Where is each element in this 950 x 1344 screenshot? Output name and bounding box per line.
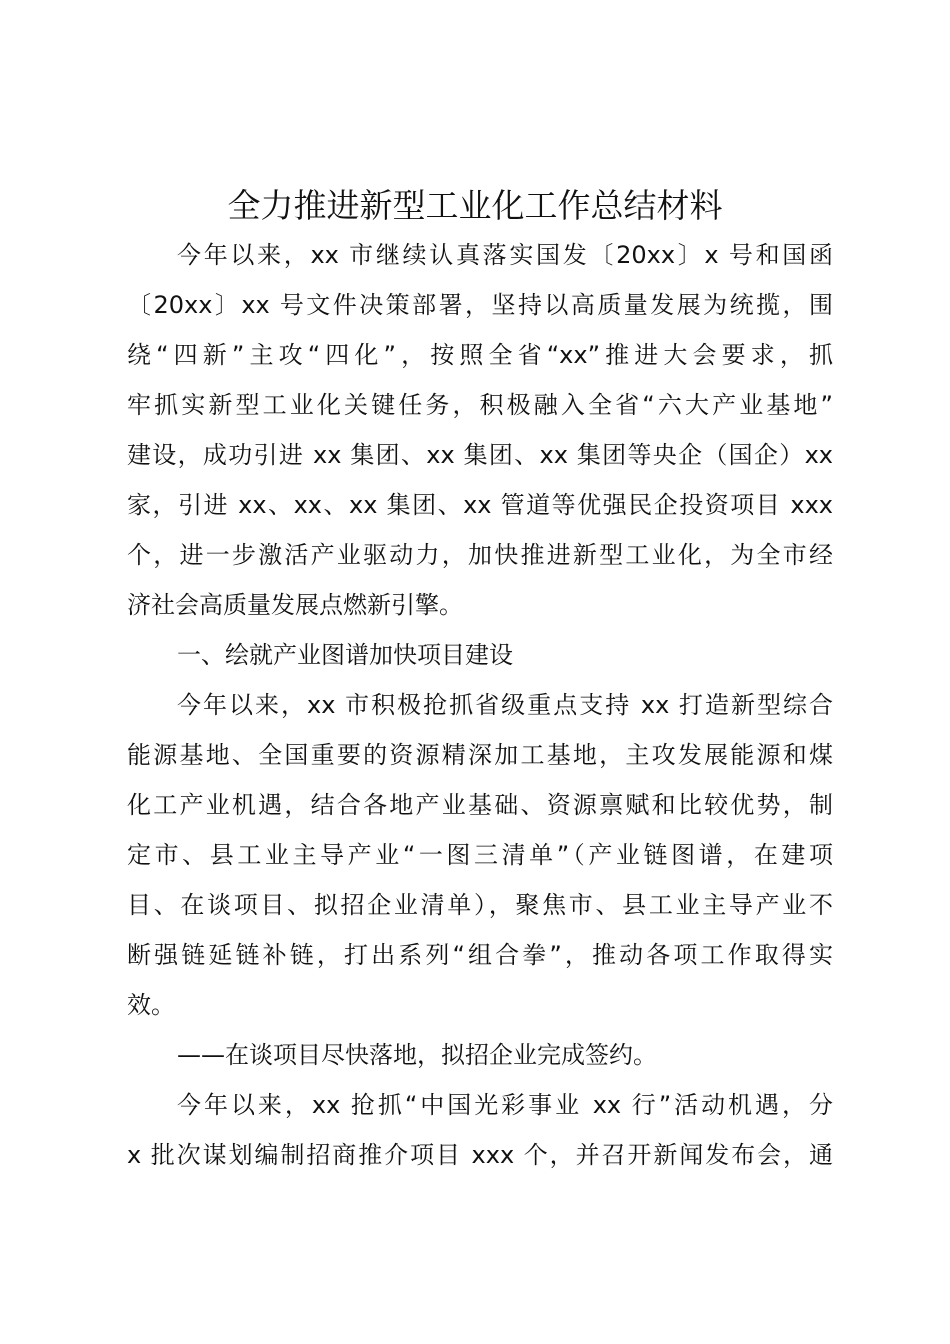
text-line: 家，引进 xx、xx、xx 集团、xx 管道等优强民企投资项目 xxx (127, 491, 833, 519)
document-title: 全力推进新型工业化工作总结材料 (227, 186, 723, 225)
text-line: 今年以来，xx 市继续认真落实国发〔20xx〕x 号和国函 (177, 241, 833, 269)
text-line: 断强链延链补链，打出系列“组合拳”，推动各项工作取得实 (127, 941, 833, 969)
text-line: 目、在谈项目、拟招企业清单），聚焦市、县工业主导产业不 (127, 891, 833, 919)
text-line: 济社会高质量发展点燃新引擎。 (127, 591, 463, 619)
text-line: 一、绘就产业图谱加快项目建设 (177, 641, 513, 669)
document-body (127, 230, 833, 1180)
text-line: 绕“四新”主攻“四化”，按照全省“xx”推进大会要求，抓 (127, 341, 833, 369)
text-line: 牢抓实新型工业化关键任务，积极融入全省“六大产业基地” (127, 391, 833, 419)
text-line: 效。 (127, 991, 175, 1019)
text-line: x 批次谋划编制招商推介项目 xxx 个，并召开新闻发布会，通 (127, 1141, 833, 1169)
text-line: 今年以来，xx 市积极抢抓省级重点支持 xx 打造新型综合 (177, 691, 833, 719)
text-line: 今年以来，xx 抢抓“中国光彩事业 xx 行”活动机遇，分 (177, 1091, 833, 1119)
text-line: 能源基地、全国重要的资源精深加工基地，主攻发展能源和煤 (127, 741, 833, 769)
text-line: 个，进一步激活产业驱动力，加快推进新型工业化，为全市经 (127, 541, 833, 569)
text-line: 定市、县工业主导产业“一图三清单”（产业链图谱，在建项 (127, 841, 833, 869)
text-line: 化工产业机遇，结合各地产业基础、资源禀赋和比较优势，制 (127, 791, 833, 819)
text-line: 建设，成功引进 xx 集团、xx 集团、xx 集团等央企（国企）xx (127, 441, 833, 469)
text-line: 〔20xx〕xx 号文件决策部署，坚持以高质量发展为统揽，围 (127, 291, 833, 319)
text-line: ——在谈项目尽快落地，拟招企业完成签约。 (177, 1041, 657, 1069)
